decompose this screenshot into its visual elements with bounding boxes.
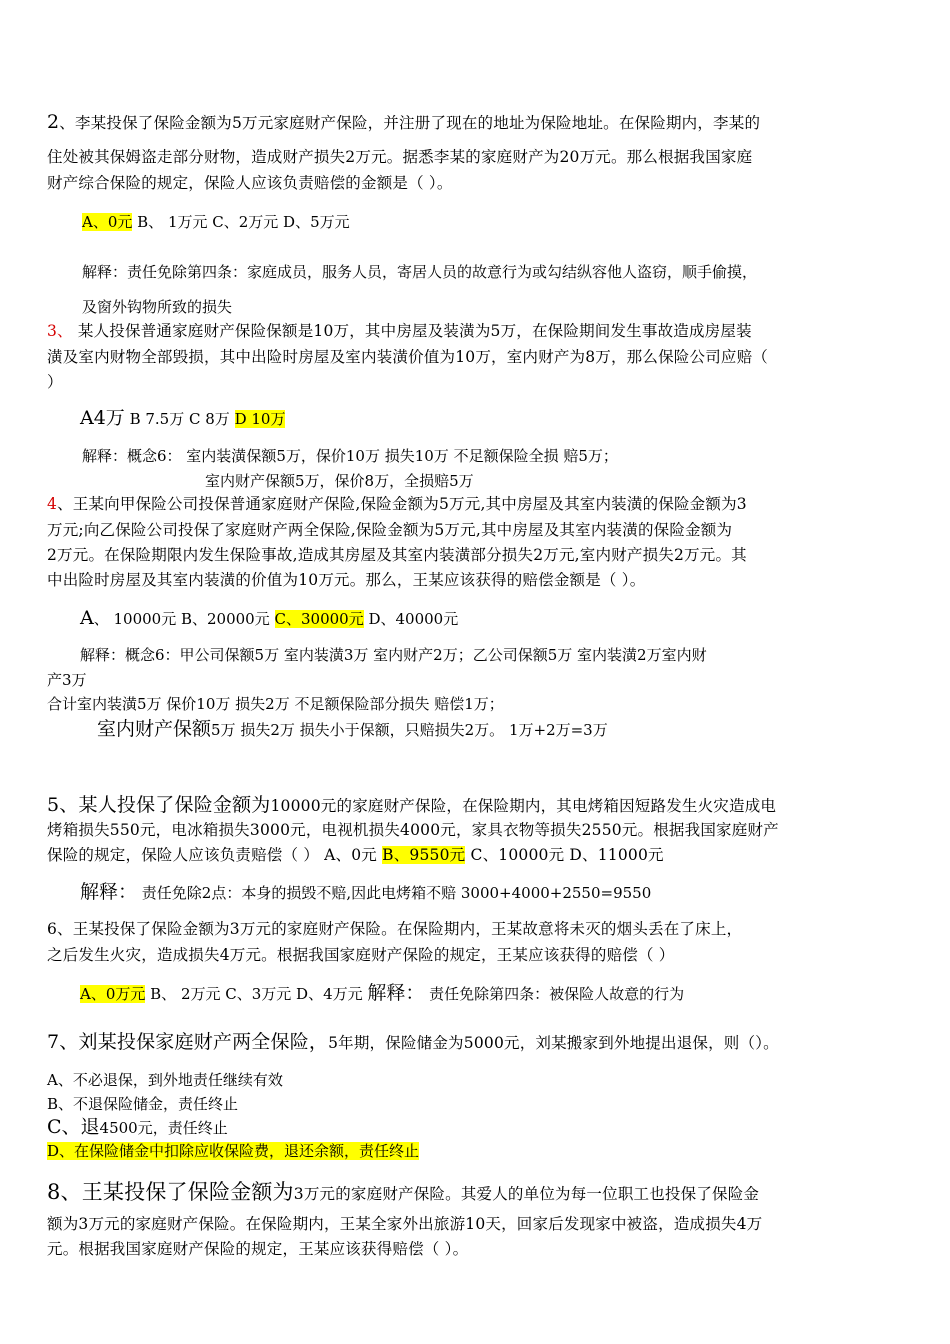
q4-explanation-3: 合计室内装潢5万 保价10万 损失2万 不足额保险部分损失 赔偿1万； bbox=[47, 695, 504, 713]
q7-option-c: C、退4500元，责任终止 bbox=[47, 1116, 228, 1138]
q7-option-a: A、不必退保，到外地责任继续有效 bbox=[47, 1071, 283, 1089]
q3-line1: 3、 某人投保普通家庭财产保险保额是10万，其中房屋及装潢为5万，在保险期间发生事故造成房屋装 bbox=[47, 322, 752, 340]
q7-option-d bbox=[47, 1141, 419, 1161]
q2-line3: 财产综合保险的规定，保险人应该负责赔偿的金额是（ ）。 bbox=[47, 174, 453, 192]
q3-answer-highlight: D 10万 bbox=[234, 410, 286, 428]
q3-line3: ） bbox=[47, 373, 63, 391]
q4-line1: 4、王某向甲保险公司投保普通家庭财产保险,保险金额为5万元,其中房屋及其室内装潢的保险金额为3 bbox=[47, 495, 747, 513]
q3-options: A4万 B 7.5万 C 8万 D 10万 bbox=[80, 407, 286, 429]
q7-option-b: B、不退保险储金，责任终止 bbox=[47, 1095, 239, 1113]
q8-line3: 元。根据我国家庭财产保险的规定，王某应该获得赔偿（ ）。 bbox=[47, 1240, 469, 1258]
q8-line2: 额为3万元的家庭财产保险。在保险期内，王某全家外出旅游10天，回家后发现家中被盗，造成损失4万 bbox=[47, 1215, 763, 1233]
q4-explanation-1: 解释：概念6：甲公司保额5万 室内装潢3万 室内财产2万；乙公司保额5万 室内装潢2万室内财 bbox=[80, 646, 707, 664]
q7-line1: 7、刘某投保家庭财产两全保险，5年期，保险储金为5000元，刘某搬家到外地提出退保，则（）。 bbox=[47, 1031, 779, 1053]
q3-number: 3、 bbox=[47, 322, 73, 340]
q6-options: A、0万元 B、 2万元 C、3万元 D、4万元 解释： 责任免除第四条：被保险人故意的行为 bbox=[80, 982, 685, 1004]
q4-explanation-4: 室内财产保额5万 损失2万 损失小于保额，只赔损失2万。 1万+2万=3万 bbox=[97, 718, 608, 740]
q4-line3: 2万元。在保险期限内发生保险事故,造成其房屋及其室内装潢部分损失2万元,室内财产损失2万元。其 bbox=[47, 546, 747, 564]
q2-answer-highlight: A、0元 bbox=[82, 213, 133, 231]
q3-explanation-2: 室内财产保额5万，保价8万，全损赔5万 bbox=[205, 472, 474, 490]
q5-answer-highlight: B、9550元 bbox=[382, 846, 466, 864]
q8-line1: 8、王某投保了保险金额为3万元的家庭财产保险。其爱人的单位为每一位职工也投保了保险金 bbox=[47, 1180, 760, 1204]
q4-number: 4 bbox=[47, 495, 58, 513]
q7-answer-highlight: D、在保险储金中扣除应收保险费，退还余额，责任终止 bbox=[47, 1142, 420, 1160]
q2-line2: 住处被其保姆盗走部分财物，造成财产损失2万元。据悉李某的家庭财产为20万元。那么根据我国家庭 bbox=[47, 148, 753, 166]
q3-line2: 潢及室内财物全部毁损，其中出险时房屋及室内装潢价值为10万，室内财产为8万，那么保险公司应赔（ bbox=[47, 348, 768, 366]
q2-options: A、0元 B、 1万元 C、2万元 D、5万元 bbox=[82, 213, 350, 231]
q4-answer-highlight: C、30000元 bbox=[274, 610, 364, 628]
q5-line3: 保险的规定，保险人应该负责赔偿（ ） A、0元 B、9550元 C、10000元 D、11000元 bbox=[47, 846, 664, 864]
q4-line2: 万元;向乙保险公司投保了家庭财产两全保险,保险金额为5万元,其中房屋及其室内装潢的保险金额为 bbox=[47, 521, 733, 539]
q2-line1: 2、李某投保了保险金额为5万元家庭财产保险，并注册了现在的地址为保险地址。在保险期内，李某的 bbox=[47, 111, 761, 133]
q4-options: A、 10000元 B、20000元 C、30000元 D、40000元 bbox=[80, 607, 459, 629]
q4-explanation-2: 产3万 bbox=[47, 671, 87, 689]
q6-line2: 之后发生火灾，造成损失4万元。根据我国家庭财产保险的规定，王某应该获得的赔偿（ ） bbox=[47, 946, 675, 964]
q2-explanation-2: 及窗外钩物所致的损失 bbox=[82, 298, 233, 316]
q5-line1: 5、某人投保了保险金额为10000元的家庭财产保险，在保险期内，其电烤箱因短路发生火灾造成电 bbox=[47, 794, 777, 816]
q4-line4: 中出险时房屋及其室内装潢的价值为10万元。那么，王某应该获得的赔偿金额是（ ）。 bbox=[47, 571, 646, 589]
q5-explanation: 解释： 责任免除2点：本身的损毁不赔,因此电烤箱不赔 3000+4000+2550=9550 bbox=[80, 881, 652, 903]
q3-explanation-1: 解释：概念6： 室内装潢保额5万，保价10万 损失10万 不足额保险全损 赔5万； bbox=[82, 447, 618, 465]
q6-line1: 6、王某投保了保险金额为3万元的家庭财产保险。在保险期内，王某故意将未灭的烟头丢在了床上， bbox=[47, 920, 743, 938]
q5-line2: 烤箱损失550元，电冰箱损失3000元，电视机损失4000元，家具衣物等损失2550元。根据我国家庭财产 bbox=[47, 821, 779, 839]
q2-explanation-1: 解释：责任免除第四条：家庭成员，服务人员，寄居人员的故意行为或勾结纵容他人盗窃，顺手偷摸， bbox=[82, 263, 758, 281]
q2-number: 2 bbox=[47, 111, 60, 133]
q6-answer-highlight: A、0万元 bbox=[80, 985, 146, 1003]
